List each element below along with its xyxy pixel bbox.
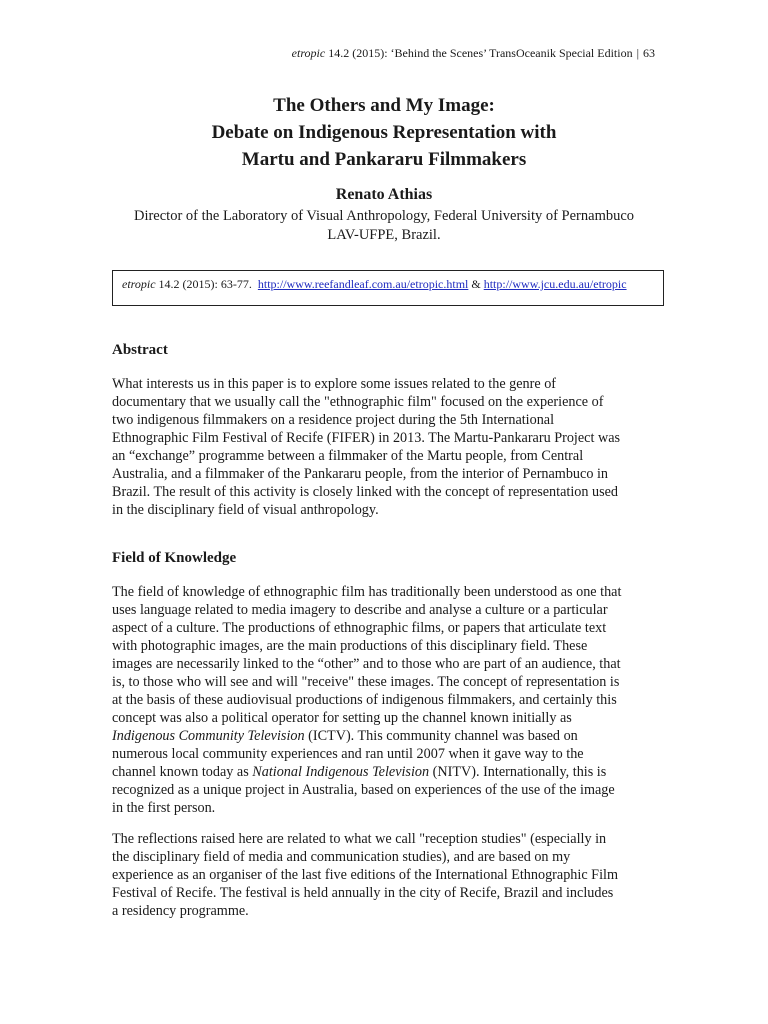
text-line: with photographic images, are the main productions of this disciplinary field. These [112,638,588,654]
text-line: in the disciplinary field of visual anthropology. [112,502,379,518]
text-line: Brazil. The result of this activity is closely linked with the concept of representation used [112,484,619,500]
text-line: What interests us in this paper is to explore some issues related to the genre of [112,376,557,392]
text-line: documentary that we usually call the "ethnographic film" focused on the experience of [112,394,604,410]
text-fragment: (NITV). Internationally, this is [429,764,607,780]
issue-text: 14.2 (2015): ‘Behind the Scenes’ TransOceanik Special Edition [325,46,633,60]
text-line: Australia, and a filmmaker of the Pankararu people, from the interior of Pernambuco in [112,466,609,482]
affiliation-line: Director of the Laboratory of Visual Anthropology, Federal University of Pernambuco [133,208,635,224]
affiliation-line: LAV-UFPE, Brazil. [327,227,441,243]
text-line: experience as an organiser of the last five editions of the International Ethnographic Film [112,867,618,883]
citation-box [112,270,664,306]
text-line: concept was also a political operator for setting up the channel known initially as [112,710,572,726]
citation-text: 14.2 (2015): 63-77. [155,277,252,291]
text-line: at the basis of these audiovisual productions of indigenous filmmakers, and certainly this [112,692,617,708]
text-line [112,763,660,781]
text-line: recognized as a unique project in Australia, based on experiences of the use of the image [112,782,615,798]
text-line: Ethnographic Film Festival of Recife (FIFER) in 2013. The Martu-Pankararu Project was [112,430,621,446]
text-line: the disciplinary field of media and communication studies), and are based on my [112,849,571,865]
reefandleaf-link[interactable]: http://www.reefandleaf.com.au/etropic.html [257,277,469,291]
text-line: aspect of a culture. The productions of ethnographic films, or papers that articulate text [112,620,607,636]
ictv-name: Indigenous Community Television [112,728,305,744]
field-of-knowledge-paragraph-2 [112,830,660,920]
title-line: The Others and My Image: [273,95,495,116]
header-separator: | [636,46,639,60]
nitv-name: National Indigenous Television [252,764,430,780]
text-line: numerous local community experiences and ran until 2007 when it gave way to the [112,746,584,762]
text-line: The field of knowledge of ethnographic film has traditionally been understood as one that [112,584,622,600]
text-line: an “exchange” programme between a filmmaker of the Martu people, from Central [112,448,584,464]
citation-journal: etropic [122,277,156,291]
author-name: Renato Athias [335,186,433,203]
text-line: a residency programme. [112,903,249,919]
running-header [292,46,655,61]
author-affiliation [0,207,768,245]
abstract-heading: Abstract [112,342,168,358]
page-number: 63 [643,46,655,60]
text-line: The reflections raised here are related to what we call "reception studies" (especially in [112,831,607,847]
title-line: Martu and Pankararu Filmmakers [241,149,527,170]
paper-title [0,92,768,173]
abstract-paragraph [112,375,660,519]
text-line: Festival of Recife. The festival is held annually in the city of Recife, Brazil and includes [112,885,614,901]
citation-ampersand: & [471,277,481,291]
text-fragment: (ICTV). This community channel was based on [304,728,578,744]
field-of-knowledge-heading: Field of Knowledge [112,550,237,566]
journal-name: etropic [291,46,326,60]
jcu-link[interactable]: http://www.jcu.edu.au/etropic [483,277,627,291]
text-line: images are necessarily linked to the “other” and to those who are part of an audience, that [112,656,621,672]
text-line: in the first person. [112,800,216,816]
text-fragment: channel known today as [112,764,253,780]
text-line: two indigenous filmmakers on a residence project during the 5th International [112,412,555,428]
text-line: is, to those who will see and will "receive" these images. The concept of representation is [112,674,620,690]
text-line: uses language related to media imagery to describe and analyse a culture or a particular [112,602,608,618]
field-of-knowledge-paragraph-1 [112,583,660,817]
title-line: Debate on Indigenous Representation with [211,122,557,143]
text-line [112,727,660,745]
